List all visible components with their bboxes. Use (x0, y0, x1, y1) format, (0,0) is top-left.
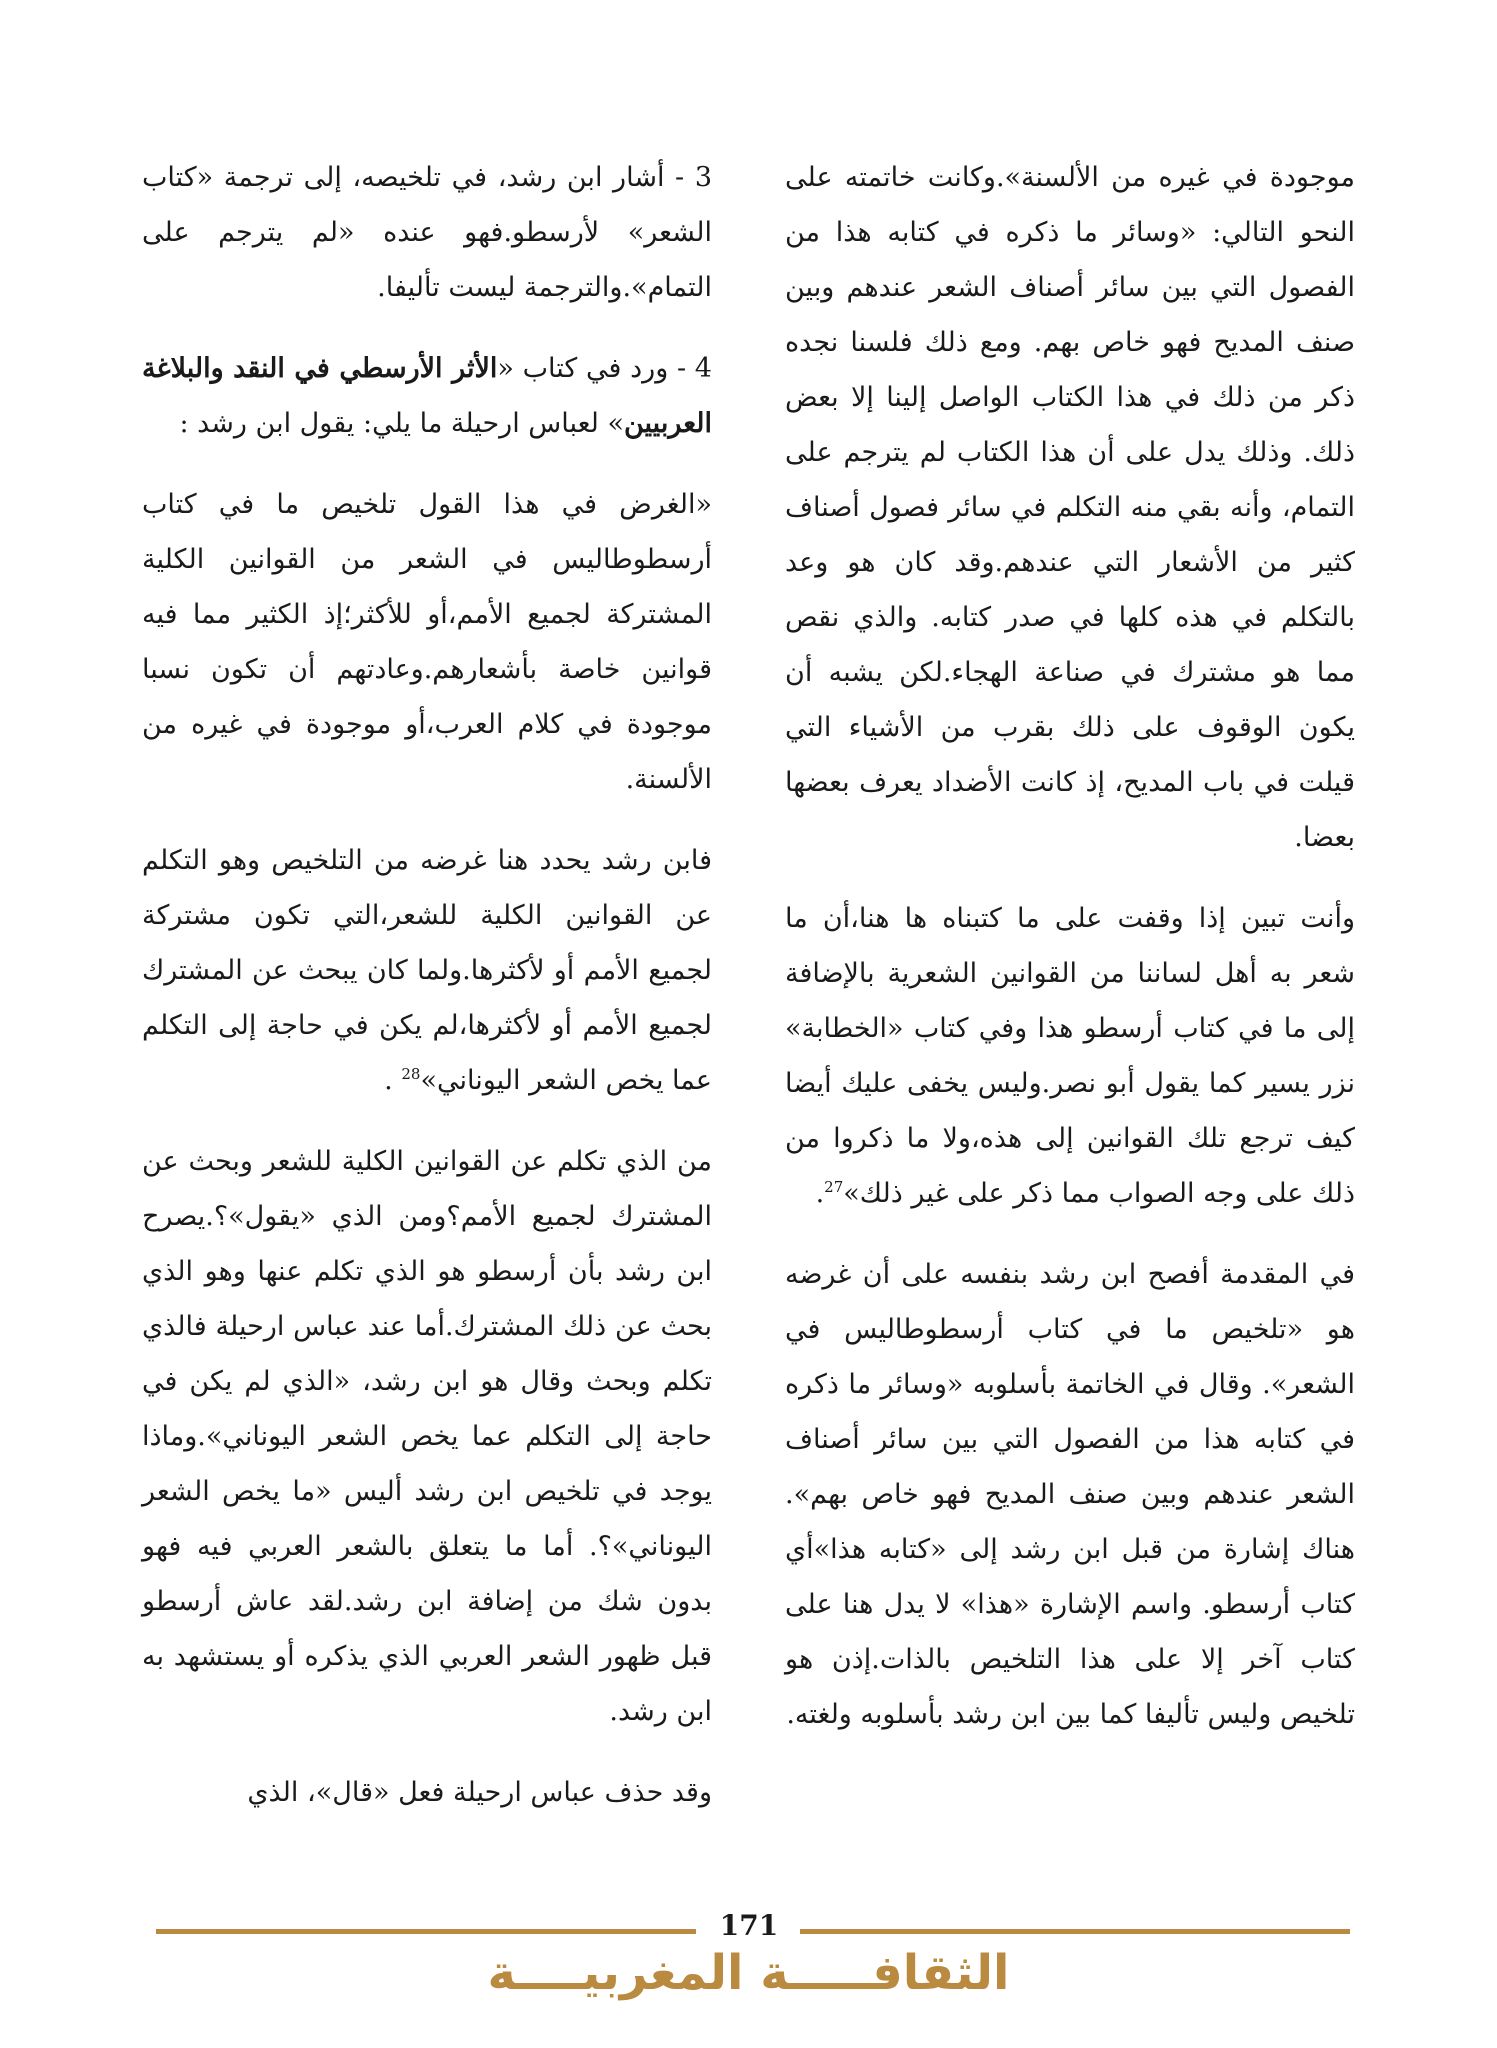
right-column (785, 150, 1355, 1768)
paragraph: من الذي تكلم عن القوانين الكلية للشعر وبحث عن المشترك لجميع الأمم؟ومن الذي «يقول»؟.يصرح ابن رشد بأن أرسطو هو الذي تكلم عنها وهو الذي بحث عن ذلك المشترك.أما عند عباس ارحيلة فالذي تكلم وبحث وقال هو ابن رشد، «الذي لم يكن في حاجة إلى التكلم عما يخص الشعر اليوناني».وماذا يوجد في تلخيص ابن رشد أليس «ما يخص الشعر اليوناني»؟. أما ما يتعلق بالشعر العربي فيه فهو بدون شك من إضافة ابن رشد.لقد عاش أرسطو قبل ظهور الشعر العربي الذي يذكره أو يستشهد به ابن رشد. (142, 1146, 712, 1727)
footnote-ref-27[interactable]: 27 (824, 1178, 844, 1196)
footnote-ref-28[interactable]: 28 (401, 1065, 421, 1083)
paragraph-text: 4 - ورد في كتاب « (497, 353, 712, 384)
page-footer (0, 1895, 1497, 2015)
page-number: 171 (719, 1909, 779, 1942)
footer-rule-right (800, 1929, 1350, 1934)
magazine-title: الثقافـــــة المغربيــــة (487, 1945, 1010, 2001)
book-title: الأثر الأرسطي في النقد والبلاغة العربيين (142, 353, 712, 439)
paragraph-end-dot: . (815, 1178, 825, 1209)
paragraph (785, 891, 1355, 1221)
paragraph: وقد حذف عباس ارحيلة فعل «قال»، الذي (247, 1777, 712, 1808)
paragraph (142, 341, 712, 451)
footer-rule-left (156, 1929, 696, 1934)
paragraph: 3 - أشار ابن رشد، في تلخيصه، إلى ترجمة «كتاب الشعر» لأرسطو.فهو عنده «لم يترجم على التمام».والترجمة ليست تأليفا. (142, 162, 712, 303)
paragraph-text: فابن رشد يحدد هنا غرضه من التلخيص وهو التكلم عن القوانين الكلية للشعر،التي تكون مشتركة لجميع الأمم أو لأكثرها.ولما كان يبحث عن المشترك لجميع الأمم أو لأكثرها،لم يكن في حاجة إلى التكلم عما يخص الشعر اليوناني» (142, 845, 712, 1096)
left-column (142, 150, 712, 1846)
paragraph (142, 833, 712, 1108)
paragraph-text: وأنت تبين إذا وقفت على ما كتبناه ها هنا،أن ما شعر به أهل لساننا من القوانين الشعرية بالإضافة إلى ما في كتاب أرسطو هذا وفي كتاب «الخطابة» نزر يسير كما يقول أبو نصر.وليس يخفى عليك أيضا كيف ترجع تلك القوانين إلى هذه،ولا ما ذكروا من ذلك على وجه الصواب مما ذكر على غير ذلك» (785, 903, 1355, 1209)
paragraph: موجودة في غيره من الألسنة».وكانت خاتمته على النحو التالي: «وسائر ما ذكره في كتابه هذا من الفصول التي بين سائر أصناف الشعر عندهم وبين صنف المديح فهو خاص بهم. ومع ذلك فلسنا نجده ذكر من ذلك في هذا الكتاب الواصل إلينا إلا بعض ذلك. وذلك يدل على أن هذا الكتاب لم يترجم على التمام، وأنه بقي منه التكلم في سائر فصول أصناف كثير من الأشعار التي عندهم.وقد كان هو وعد بالتكلم في هذه كلها في صدر كتابه. والذي نقص مما هو مشترك في صناعة الهجاء.لكن يشبه أن يكون الوقوف على ذلك بقرب من الأشياء التي قيلت في باب المديح، إذ كانت الأضداد يعرف بعضها بعضا. (785, 162, 1355, 853)
paragraph: في المقدمة أفصح ابن رشد بنفسه على أن غرضه هو «تلخيص ما في كتاب أرسطوطاليس في الشعر». وقال في الخاتمة بأسلوبه «وسائر ما ذكره في كتابه هذا من الفصول التي بين سائر أصناف الشعر عندهم وبين صنف المديح فهو خاص بهم». هناك إشارة من قبل ابن رشد إلى «كتابه هذا»أي كتاب أرسطو. واسم الإشارة «هذا» لا يدل هنا على كتاب آخر إلا على هذا التلخيص بالذات.إذن هو تلخيص وليس تأليفا كما بين ابن رشد بأسلوبه ولغته. (785, 1259, 1355, 1730)
paragraph-end-dot: . (384, 1065, 402, 1096)
paragraph-text: » لعباس ارحيلة ما يلي: يقول ابن رشد : (179, 408, 624, 439)
quote-paragraph: «الغرض في هذا القول تلخيص ما في كتاب أرسطوطاليس في الشعر من القوانين الكلية المشتركة لجميع الأمم،أو للأكثر؛إذ الكثير مما فيه قوانين خاصة بأشعارهم.وعادتهم أن تكون نسبا موجودة في كلام العرب،أو موجودة في غيره من الألسنة. (142, 489, 712, 795)
